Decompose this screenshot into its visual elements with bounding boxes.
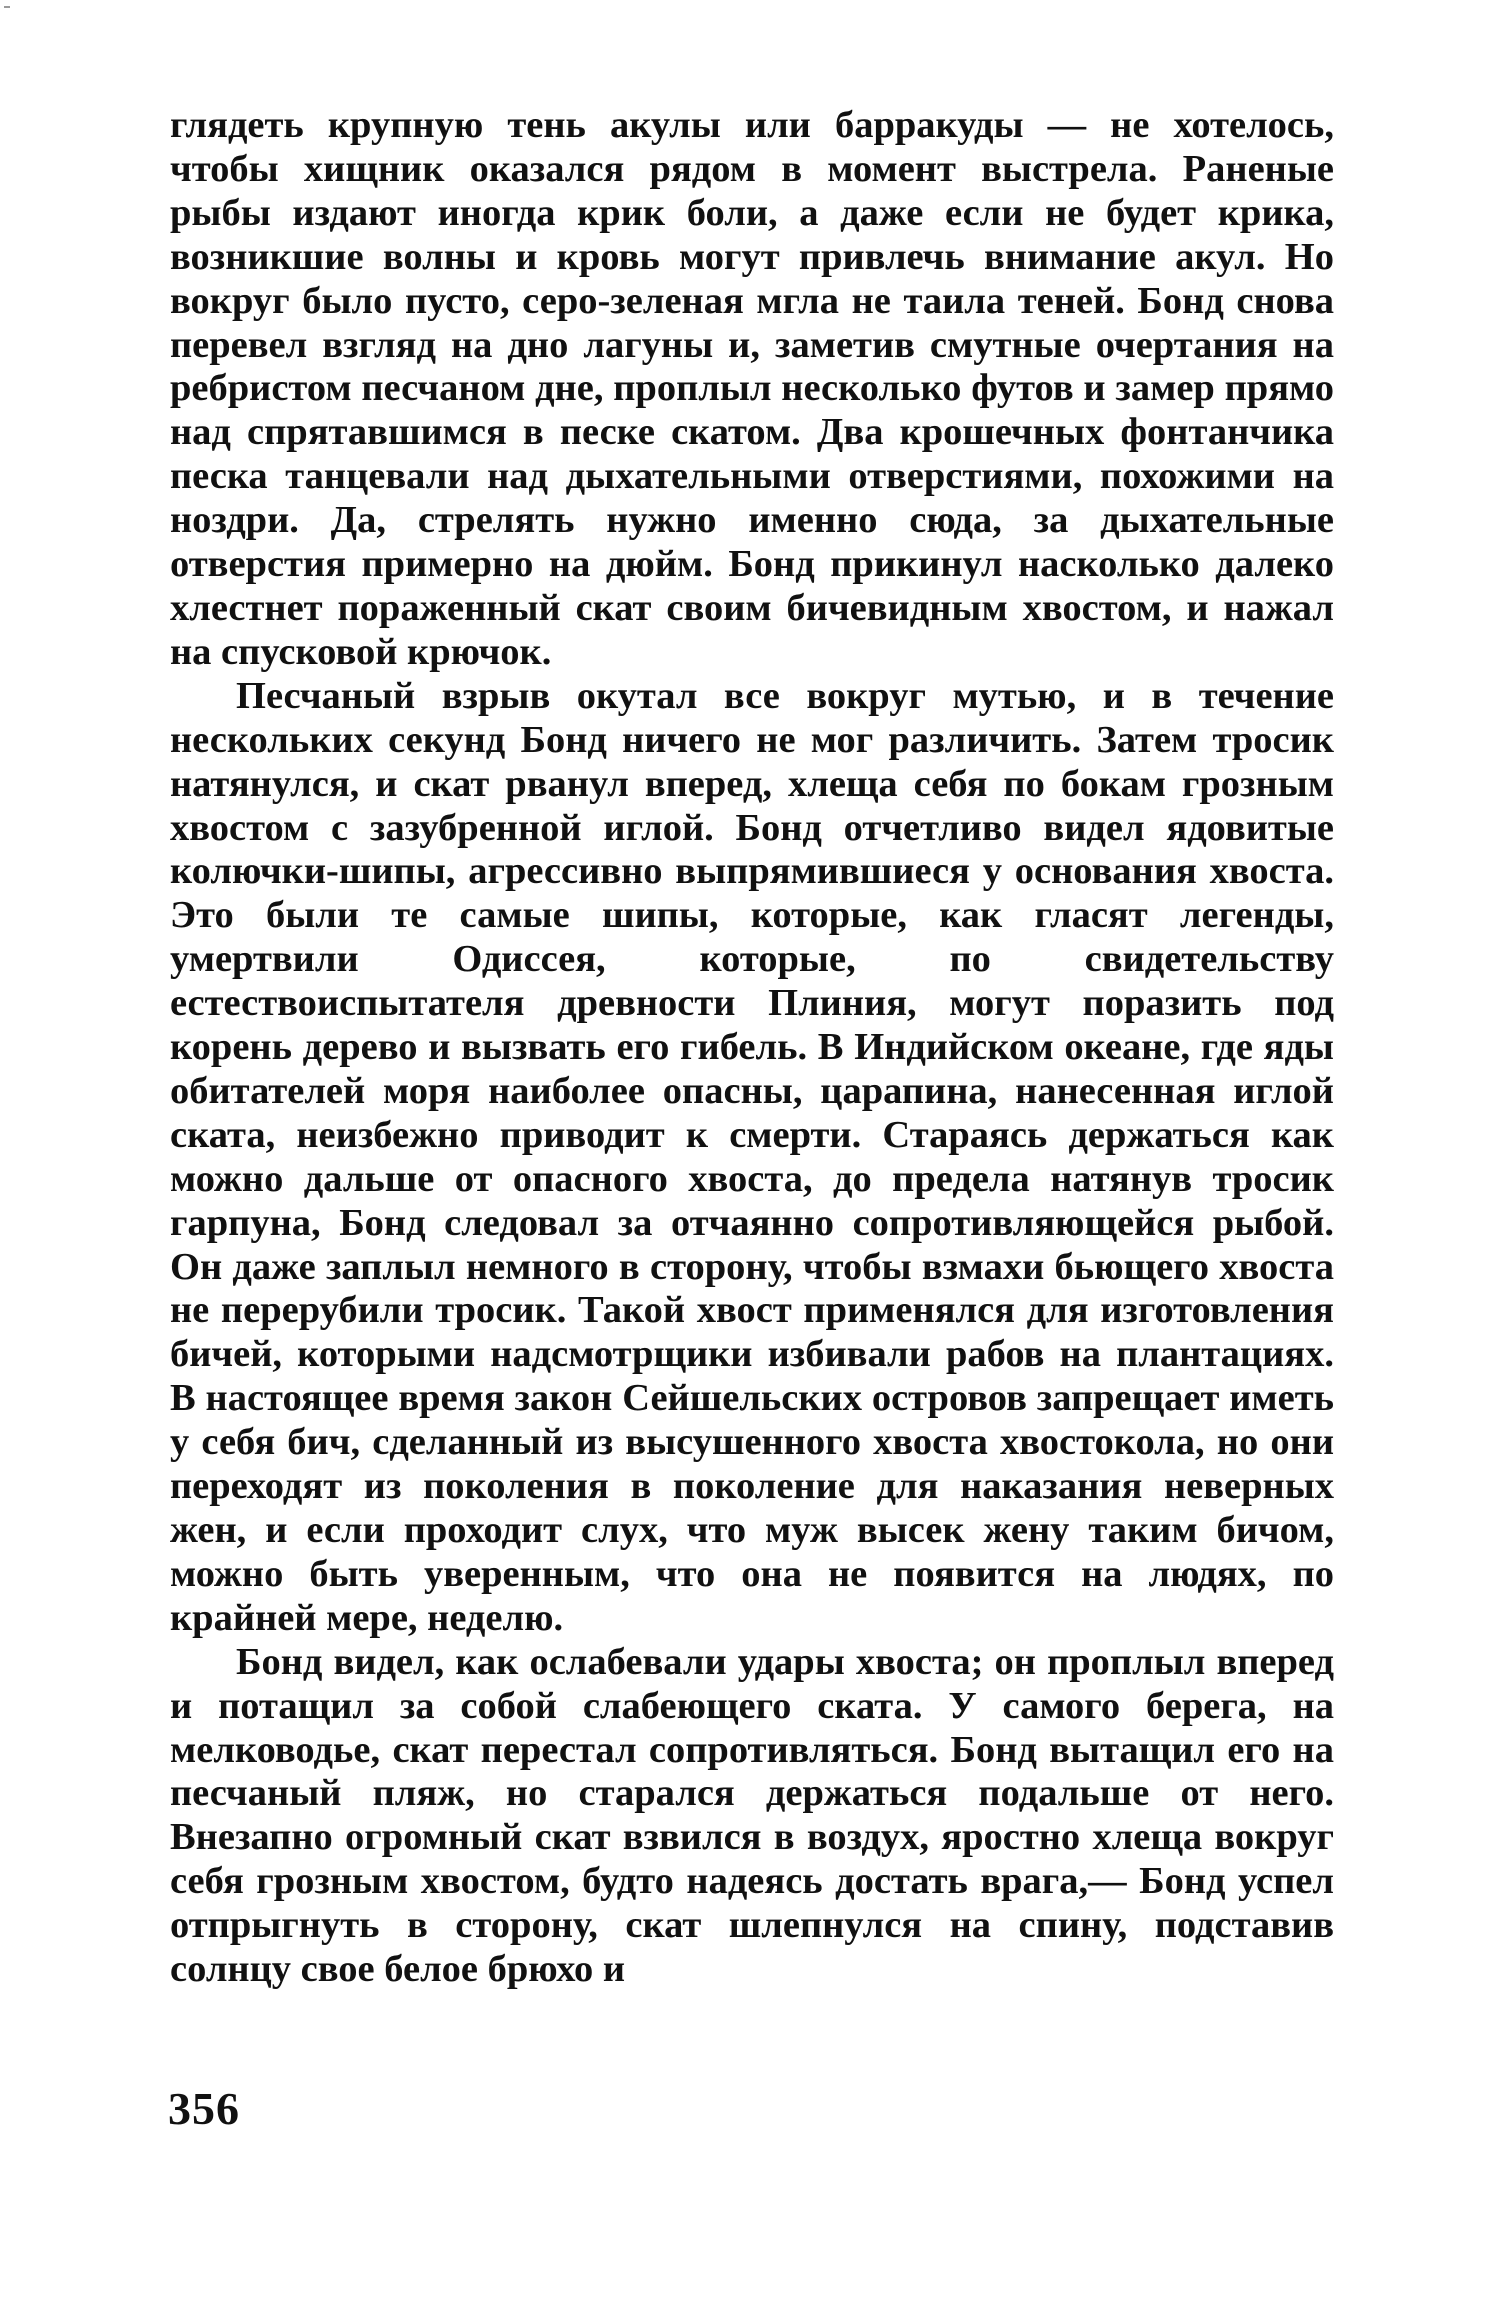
paragraph-2: Песчаный взрыв окутал все вокруг мутью, и в течение нескольких секунд Бонд ничего не мог различить. Затем тросик натянулся, и скат рванул вперед, хлеща себя по бокам грозным хвостом с зазубренной иглой. Бонд отчетливо видел ядовитые колючки-шипы, агрессивно выпрямившиеся у основания хвоста. Это были те самые шипы, которые, как гласят легенды, умертвили Одиссея, которые, по свидетельству естествоиспытателя древности Плиния, могут поразить под корень дерево и вызвать его гибель. В Индийском океане, где яды обитателей моря наиболее опасны, царапина, нанесенная иглой ската, неизбежно приводит к смерти. Стараясь держаться как можно дальше от опасного хвоста, до предела натянув тросик гарпуна, Бонд следовал за отчаянно сопротивляющейся рыбой. Он даже заплыл немного в сторону, чтобы взмахи бьющего хвоста не перерубили тросик. Такой хвост применялся для изготовления бичей, которыми надсмотрщики избивали рабов на плантациях. В настоящее время закон Сейшельских островов запрещает иметь у себя бич, сделанный из высушенного хвоста хвостокола, но они переходят из поколения в поколение для наказания неверных жен, и если проходит слух, что муж высек жену таким бичом, можно быть уверенным, что она не появится на людях, по крайней мере, неделю. <box>170 674 1334 1639</box>
scan-corner-mark <box>4 6 10 8</box>
body-text <box>170 104 1334 1992</box>
paragraph-3: Бонд видел, как ослабевали удары хвоста; он проплыл вперед и потащил за собой слабеющего ската. У самого берега, на мелководье, скат перестал сопротивляться. Бонд вытащил его на песчаный пляж, но старался держаться подальше от него. Внезапно огромный скат взвился в воздух, яростно хлеща вокруг себя грозным хвостом, будто надеясь достать врага,— Бонд успел отпрыгнуть в сторону, скат шлепнулся на спину, подставив солнцу свое белое брюхо и <box>170 1640 1334 1991</box>
page-number: 356 <box>168 2083 240 2134</box>
paragraph-1: глядеть крупную тень акулы или барракуды — не хотелось, чтобы хищник оказался рядом в момент выстрела. Раненые рыбы издают иногда крик боли, а даже если не будет крика, возникшие волны и кровь могут привлечь внимание акул. Но вокруг было пусто, серо-зеленая мгла не таила теней. Бонд снова перевел взгляд на дно лагуны и, заметив смутные очертания на ребристом песчаном дне, проплыл несколько футов и замер прямо над спрятавшимся в песке скатом. Два крошечных фонтанчика песка танцевали над дыхательными отверстиями, похожими на ноздри. Да, стрелять нужно именно сюда, за дыхательные отверстия примерно на дюйм. Бонд прикинул насколько далеко хлестнет пораженный скат своим бичевидным хвостом, и нажал на спусковой крючок. <box>170 104 1334 673</box>
